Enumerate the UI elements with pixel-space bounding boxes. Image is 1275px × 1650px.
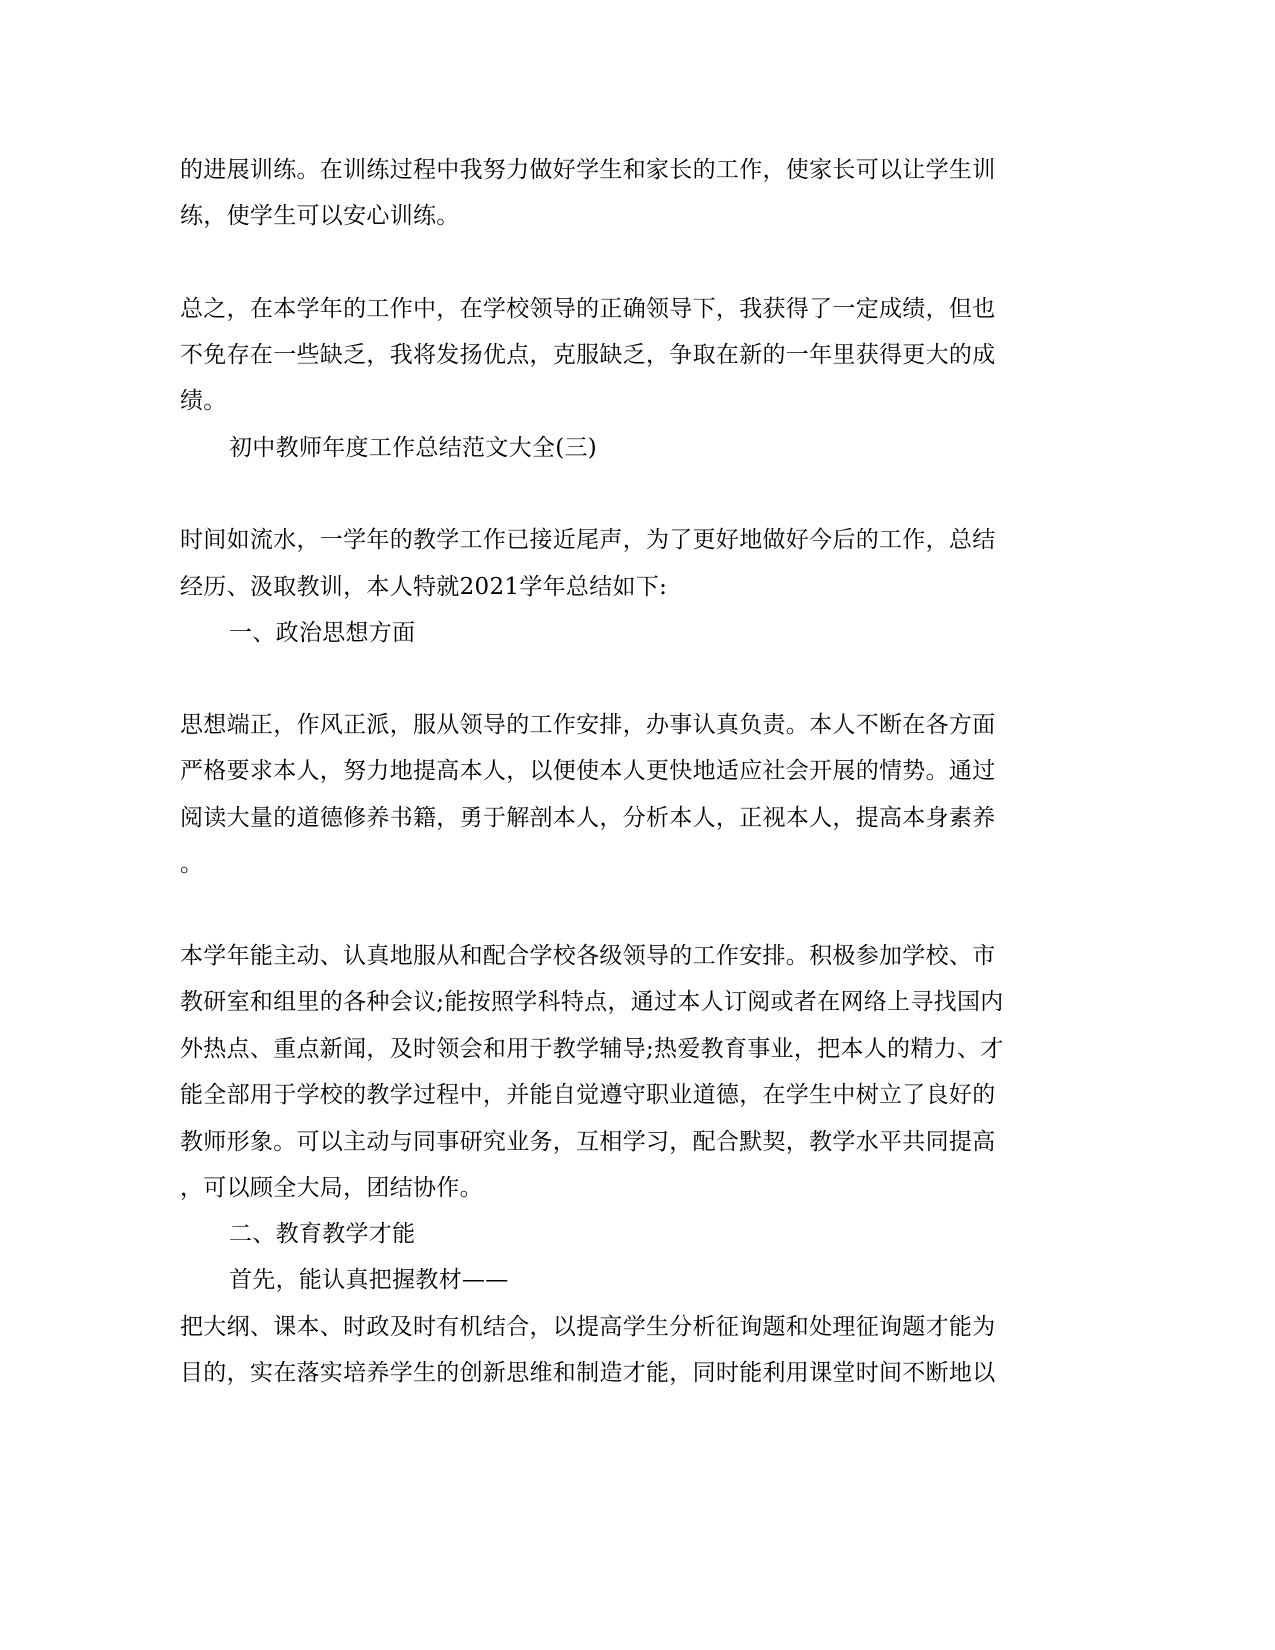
text-line-14: 本学年能主动、认真地服从和配合学校各级领导的工作安排。积极参加学校、市 — [180, 943, 996, 969]
text-line-13: 。 — [180, 851, 204, 877]
text-line-2: 练，使学生可以安心训练。 — [180, 203, 460, 229]
text-line-4: 不免存在一些缺乏，我将发扬优点，克服缺乏，争取在新的一年里获得更大的成 — [180, 342, 996, 368]
text-line-8: 经历、汲取教训，本人特就2021学年总结如下: — [180, 574, 668, 600]
text-line-10: 思想端正，作风正派，服从领导的工作安排，办事认真负责。本人不断在各方面 — [180, 712, 996, 738]
text-line-11: 严格要求本人，努力地提高本人，以便使本人更快地适应社会开展的情势。通过 — [180, 758, 996, 784]
text-line-22: 把大纲、课本、时政及时有机结合，以提高学生分析征询题和处理征询题才能为 — [180, 1314, 996, 1340]
text-line-21: 首先，能认真把握教材—— — [229, 1267, 509, 1293]
text-line-19: ，可以顾全大局，团结协作。 — [180, 1175, 483, 1201]
text-line-1: 的进展训练。在训练过程中我努力做好学生和家长的工作，使家长可以让学生训 — [180, 157, 996, 183]
section-heading-article-3: 初中教师年度工作总结范文大全(三) — [229, 435, 598, 461]
text-line-15: 教研室和组里的各种会议;能按照学科特点，通过本人订阅或者在网络上寻找国内 — [180, 989, 1004, 1015]
text-line-5: 绩。 — [180, 388, 227, 414]
text-line-17: 能全部用于学校的教学过程中，并能自觉遵守职业道德，在学生中树立了良好的 — [180, 1082, 996, 1108]
text-line-18: 教师形象。可以主动与同事研究业务，互相学习，配合默契，教学水平共同提高 — [180, 1129, 996, 1155]
text-line-3: 总之，在本学年的工作中，在学校领导的正确领导下，我获得了一定成绩，但也 — [180, 296, 996, 322]
text-line-23: 目的，实在落实培养学生的创新思维和制造才能，同时能利用课堂时间不断地以 — [180, 1360, 996, 1386]
text-line-7: 时间如流水，一学年的教学工作已接近尾声，为了更好地做好今后的工作，总结 — [180, 527, 996, 553]
section-heading-political-thought: 一、政治思想方面 — [229, 620, 416, 646]
text-line-16: 外热点、重点新闻，及时领会和用于教学辅导;热爱教育事业，把本人的精力、才 — [180, 1036, 1004, 1062]
text-line-12: 阅读大量的道德修养书籍，勇于解剖本人，分析本人，正视本人，提高本身素养 — [180, 805, 996, 831]
section-heading-teaching-ability: 二、教育教学才能 — [229, 1221, 416, 1247]
